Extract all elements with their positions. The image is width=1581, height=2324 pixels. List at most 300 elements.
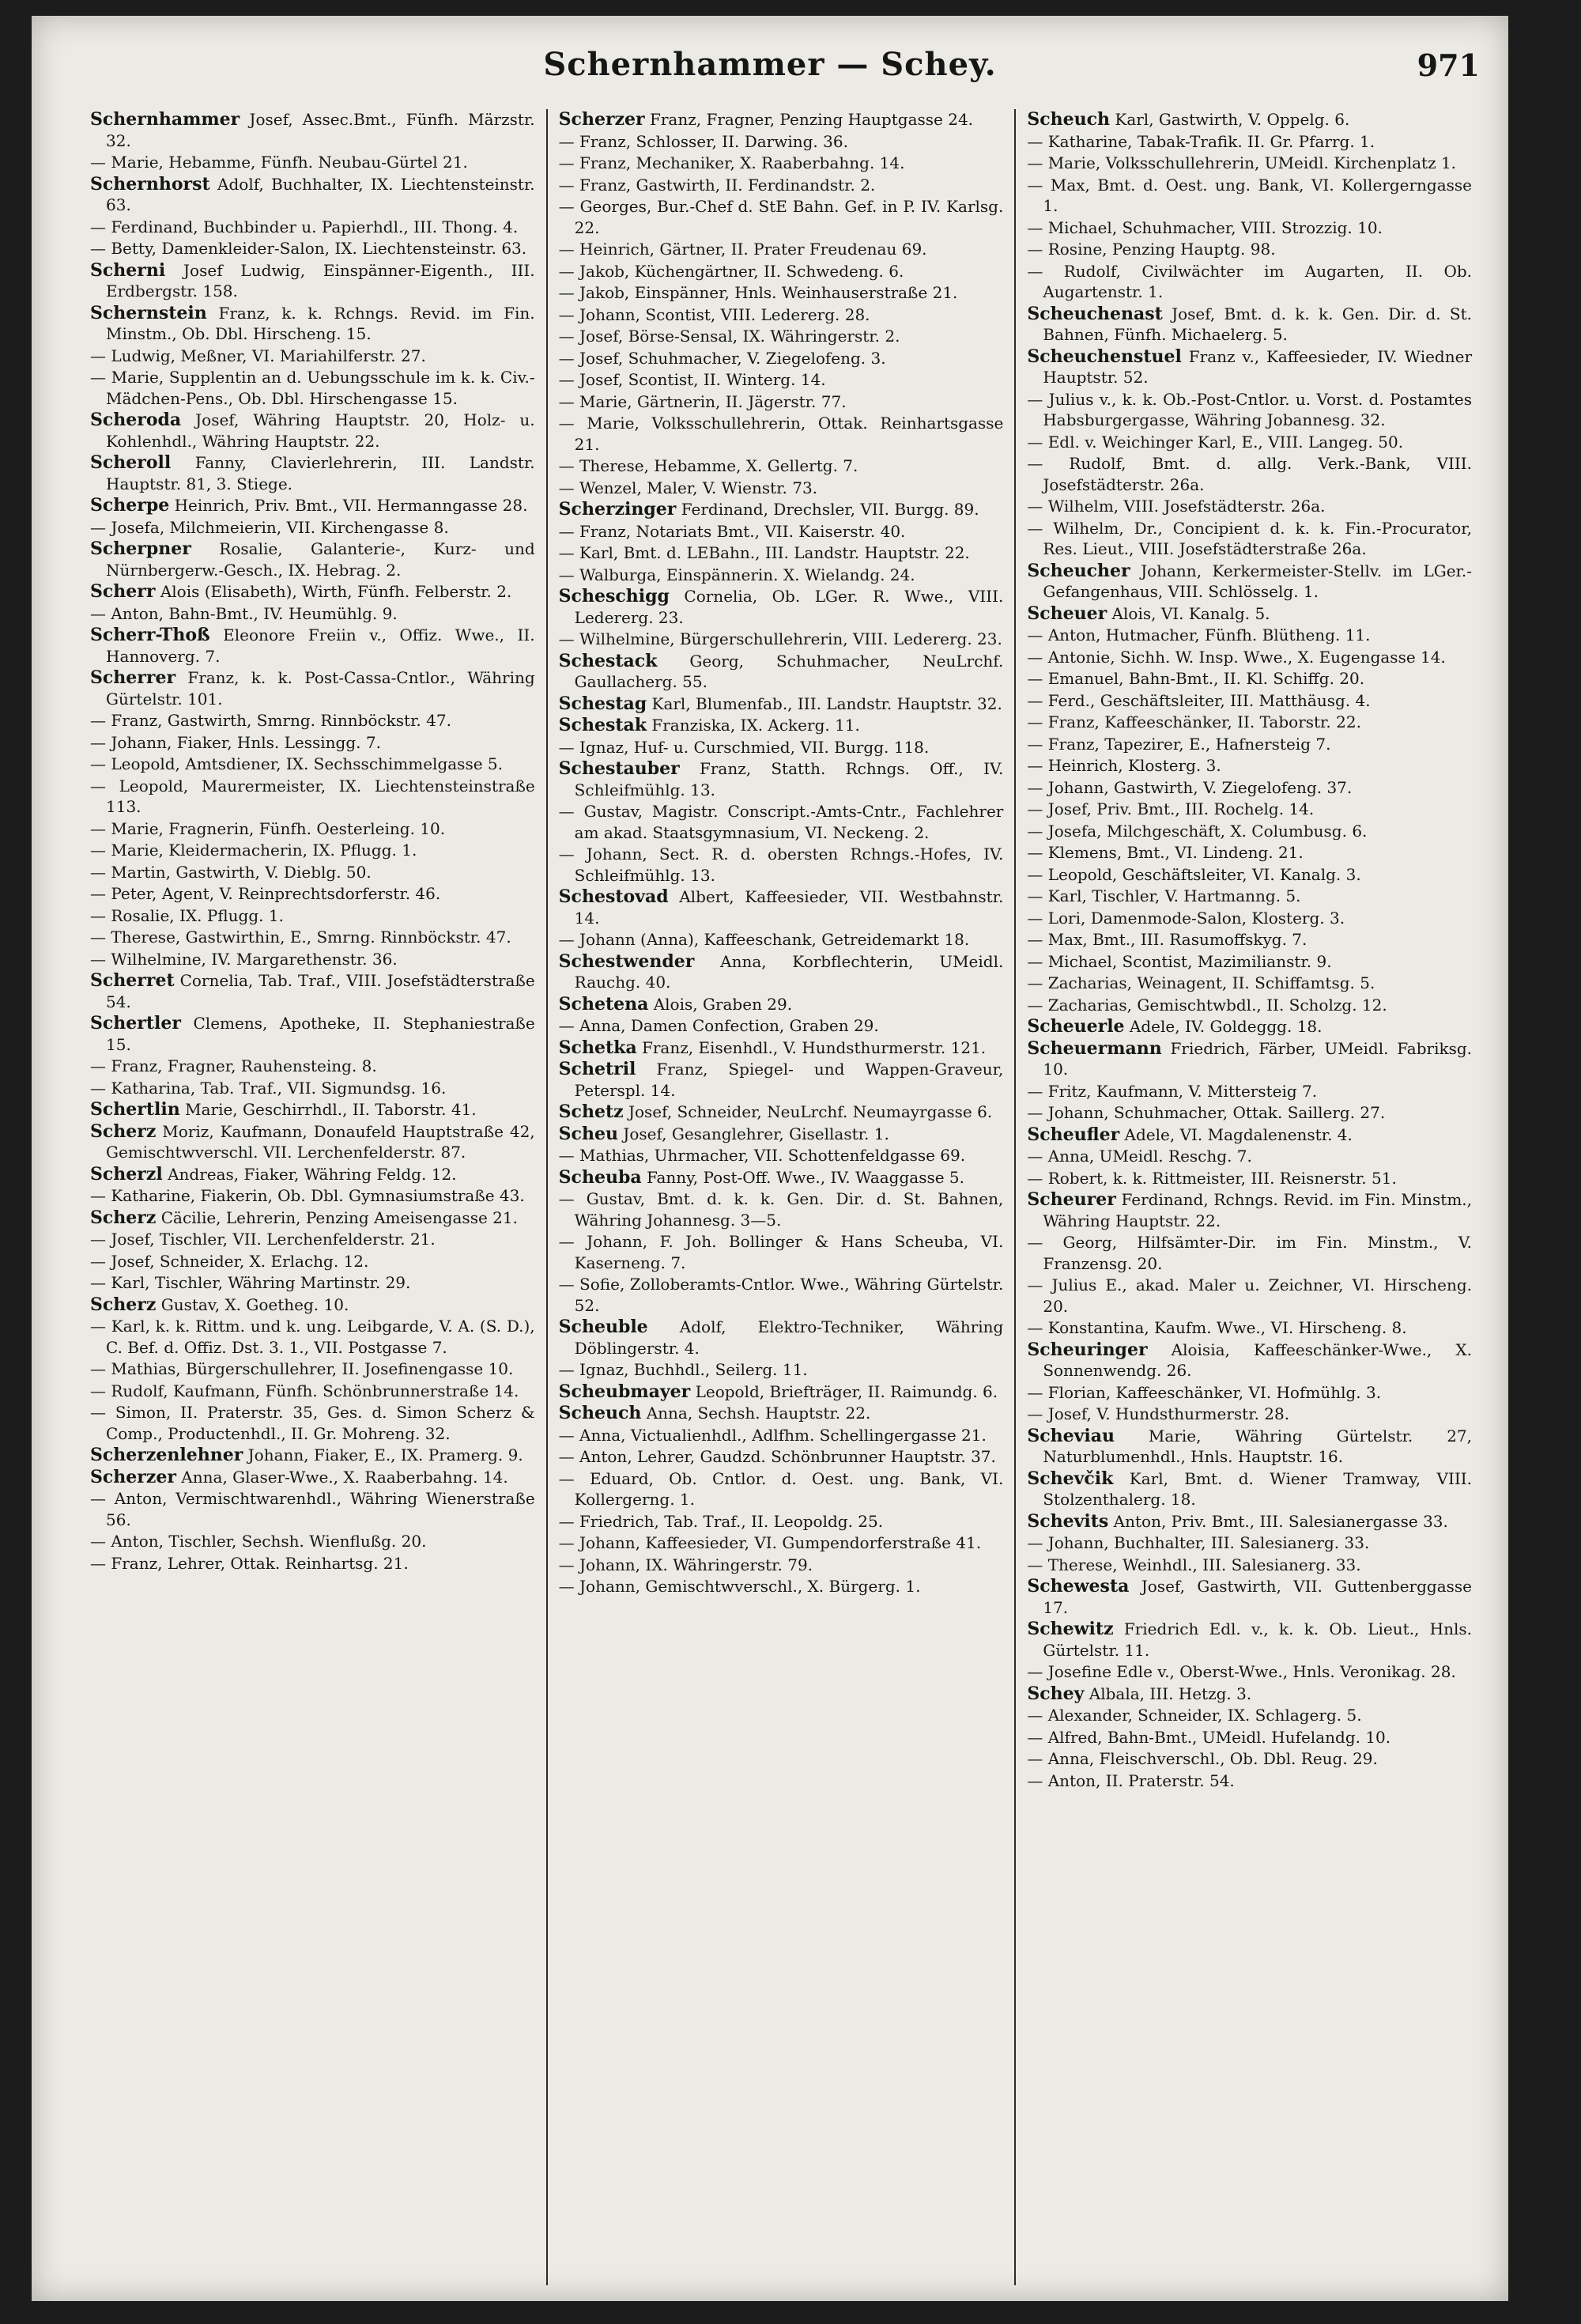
directory-entry [1027,239,1472,260]
entry-details: Josef, Assec.Bmt., Fünfh. Märzstr. 32. [106,110,535,150]
directory-entry [559,715,1004,736]
entry-details: — Max, Bmt. d. Oest. ung. Bank, VI. Kollergerngasse 1. [1027,175,1473,215]
entry-details: Josef, Währing Hauptstr. 20, Holz- u. Kohlenhdl., Währing Hauptstr. 22. [106,410,535,451]
directory-entry [90,949,535,970]
directory-entry [1027,929,1472,950]
entry-details: Karl, Bmt. d. Wiener Tramway, VIII. Stolzenthalerg. 18. [1043,1468,1473,1509]
entry-details: — Georges, Bur.-Chef d. StE Bahn. Gef. in P. IV. Karlsg. 22. [558,197,1004,237]
entry-surname: Schewesta [1027,1576,1130,1597]
directory-entry [90,1078,535,1099]
entry-details: Albala, III. Hetzg. 3. [1084,1683,1252,1703]
entry-details: Franz v., Kaffeesieder, IV. Wiedner Hauptstr. 52. [1043,346,1473,387]
entry-surname: Scheu [558,1123,618,1144]
directory-entry [1027,1232,1472,1274]
entry-surname: Schetena [558,993,649,1015]
entry-details: — Gustav, Bmt. d. k. k. Gen. Dir. d. St. Bahnen, Währing Johannesg. 3—5. [558,1189,1004,1230]
entry-details: — Franz, Tapezirer, E., Hafnersteig 7. [1027,734,1331,754]
directory-entry [559,1511,1004,1532]
entry-details: — Anna, Damen Confection, Graben 29. [558,1016,879,1035]
directory-entry [559,1532,1004,1554]
directory-entry [559,499,1004,520]
directory-entry [559,1381,1004,1403]
directory-entry [1027,175,1472,217]
entry-details: Adele, IV. Goldeggg. 18. [1124,1017,1323,1036]
directory-entry [90,238,535,259]
entry-details: — Josef, Schuhmacher, V. Ziegelofeng. 3. [558,348,886,368]
directory-entry [90,970,535,1012]
directory-entry [559,1317,1004,1359]
entry-details: — Rosine, Penzing Hauptg. 98. [1027,240,1276,259]
entry-details: — Michael, Schuhmacher, VIII. Strozzig. 10. [1027,217,1383,237]
directory-entry [1027,346,1472,388]
entry-details: — Karl, Tischler, V. Hartmanng. 5. [1027,886,1301,905]
entry-surname: Scheuerle [1027,1016,1125,1037]
directory-entry [1027,1426,1472,1468]
entry-details: — Josef, Schneider, X. Erlachg. 12. [90,1251,369,1271]
entry-details: — Johann, Fiaker, Hnls. Lessingg. 7. [90,732,381,752]
entry-surname: Scheuble [558,1317,648,1337]
entry-details: — Karl, Tischler, Währing Martinstr. 29. [90,1273,411,1292]
page-header [32,16,1508,103]
entry-details: — Katharina, Tab. Traf., VII. Sigmundsg. 16. [90,1078,447,1098]
directory-entry [559,1231,1004,1273]
entry-surname: Schetril [558,1059,636,1079]
entry-details: Rosalie, Galanterie-, Kurz- und Nürnbergerw.-Gesch., IX. Hebrag. 2. [106,539,535,580]
entry-surname: Scherni [90,259,166,281]
directory-entry [559,1188,1004,1230]
entry-details: — Franz, Kaffeeschänker, II. Taborstr. 22. [1027,712,1361,731]
entry-details: Karl, Blumenfab., III. Landstr. Hauptstr. 32. [647,693,1002,713]
directory-entry [559,929,1004,950]
directory-entry [90,1316,535,1358]
entry-details: — Zacharias, Gemischtwbdl., II. Scholzg. 12. [1027,995,1387,1015]
entry-details: — Franz, Fragner, Rauhensteing. 8. [90,1056,377,1075]
entry-details: Alois, VI. Kanalg. 5. [1107,603,1270,623]
entry-details: — Peter, Agent, V. Reinprechtsdorferstr. 46. [90,884,441,903]
entry-details: Cäcilie, Lehrerin, Penzing Ameisengasse 21. [156,1207,518,1227]
directory-entry [1027,951,1472,973]
directory-entry [1027,1189,1472,1231]
directory-entry [90,109,535,151]
entry-surname: Scherzer [558,109,645,130]
entry-details: — Alexander, Schneider, IX. Schlagerg. 5. [1027,1706,1362,1725]
entry-details: — Martin, Gastwirth, V. Dieblg. 50. [90,862,372,882]
directory-entry [90,1294,535,1316]
entry-details: — Johann, Kaffeesieder, VI. Gumpendorferstraße 41. [558,1533,982,1552]
entry-details: Johann, Kerkermeister-Stellv. im LGer.-Gefangenhaus, VIII. Schlösselg. 1. [1043,561,1473,601]
running-head: Schernhammer — Schey. [543,46,997,83]
directory-entry [90,883,535,905]
entry-surname: Schevčik [1027,1468,1114,1489]
directory-entry [1027,755,1472,777]
entry-details: — Johann, Sect. R. d. obersten Rchngs.-Hofes, IV. Schleifmühlg. 13. [558,845,1004,885]
entry-details: Josef, Gesanglehrer, Gisellastr. 1. [617,1124,889,1143]
entry-details: — Josefa, Milchmeierin, VII. Kirchengasse 8. [90,517,449,537]
entry-details: — Ferdinand, Buchbinder u. Papierhdl., III. Thong. 4. [90,217,519,236]
entry-surname: Schewitz [1027,1619,1114,1639]
entry-details: — Mathias, Uhrmacher, VII. Schottenfeldgasse 69. [558,1146,966,1165]
directory-entry [559,651,1004,693]
directory-entry [559,131,1004,153]
directory-entry [1027,1124,1472,1146]
entry-details: Anton, Priv. Bmt., III. Salesianergasse 33. [1108,1511,1448,1531]
entry-details: Clemens, Apotheke, II. Stephaniestraße 15. [106,1014,535,1054]
entry-details: Moriz, Kaufmann, Donaufeld Hauptstraße 42, Gemischtwverschl. VII. Lerchenfelderstr. 87. [106,1121,535,1162]
entry-details: — Zacharias, Weinagent, II. Schiffamtsg. 5. [1027,973,1375,992]
entry-details: — Josefa, Milchgeschäft, X. Columbusg. 6. [1027,821,1368,841]
directory-entry [90,452,535,494]
directory-entry [1027,217,1472,239]
directory-entry [90,1402,535,1444]
entry-details: — Betty, Damenkleider-Salon, IX. Liechtensteinstr. 63. [90,239,527,258]
entry-surname: Scheufler [1027,1124,1120,1145]
entry-surname: Scheschigg [558,586,670,607]
directory-entry [90,174,535,216]
directory-entry [559,1102,1004,1123]
entry-details: — Wilhelmine, IV. Margarethenstr. 36. [90,949,398,969]
entry-surname: Scherz [90,1207,157,1228]
entry-surname: Scheroll [90,452,172,473]
directory-entry [90,581,535,603]
directory-entry [90,260,535,302]
directory-entry [90,152,535,173]
directory-entry [1027,1555,1472,1576]
directory-entry [559,1576,1004,1597]
entry-details: — Rosalie, IX. Pflugg. 1. [90,905,284,925]
directory-entry [1027,432,1472,453]
directory-entry [559,629,1004,650]
directory-entry [559,542,1004,564]
directory-entry [559,175,1004,196]
directory-entry [90,1229,535,1250]
column-3 [1016,109,1483,2285]
entry-details: — Emanuel, Bahn-Bmt., II. Kl. Schiffg. 20. [1027,669,1365,688]
directory-entry [559,1446,1004,1468]
entry-details: — Johann (Anna), Kaffeeschank, Getreidemarkt 18. [558,930,970,949]
entry-surname: Schestovad [558,886,669,907]
entry-details: Anna, Korbflechterin, UMeidl. Rauchg. 40. [574,951,1004,992]
entry-surname: Scherzl [90,1163,163,1185]
entry-details: Adele, VI. Magdalenenstr. 4. [1119,1124,1353,1144]
entry-surname: Schestak [558,715,647,735]
entry-details: — Marie, Gärtnerin, II. Jägerstr. 77. [558,391,847,411]
directory-entry [90,625,535,667]
directory-entry [1027,995,1472,1016]
directory-entry [559,1425,1004,1446]
directory-entry [1027,690,1472,712]
entry-details: Fanny, Clavierlehrerin, III. Landstr. Hauptstr. 81, 3. Stiege. [106,453,535,493]
directory-entry [559,844,1004,886]
entry-details: — Gustav, Magistr. Conscript.-Amts-Cntr., Fachlehrer am akad. Staatsgymnasium, VI. Neckeng. 2. [558,802,1004,842]
directory-entry [1027,1382,1472,1404]
entry-surname: Schertlin [90,1099,180,1120]
entry-details: Georg, Schuhmacher, NeuLrchf. Gaullacherg. 55. [574,651,1004,691]
directory-entry [90,927,535,948]
directory-entry [90,754,535,775]
entry-details: — Marie, Volksschullehrerin, UMeidl. Kirchenplatz 1. [1027,153,1457,172]
entry-details: Adolf, Elektro-Techniker, Währing Döblingerstr. 4. [574,1317,1004,1358]
directory-entry [90,495,535,516]
entry-details: — Therese, Gastwirthin, E., Smrng. Rinnböckstr. 47. [90,928,511,947]
directory-entry [1027,109,1472,130]
directory-entry [1027,1317,1472,1339]
entry-details: — Josef, Tischler, VII. Lerchenfelderstr. 21. [90,1230,436,1249]
directory-entry [90,732,535,754]
entry-surname: Scheurer [1027,1189,1116,1210]
directory-entry [1027,1038,1472,1080]
entry-details: Franz, Statth. Rchngs. Off., IV. Schleifmühlg. 13. [574,759,1004,799]
directory-entry [1027,518,1472,560]
directory-entry [559,693,1004,715]
directory-entry [90,1121,535,1163]
directory-entry [1027,1532,1472,1554]
entry-details: — Leopold, Amtsdiener, IX. Sechsschimmelgasse 5. [90,754,503,773]
directory-entry [90,367,535,409]
entry-details: — Heinrich, Gärtner, II. Prater Freudenau 69. [558,240,927,259]
entry-details: Anna, Sechsh. Hauptstr. 22. [641,1404,871,1423]
directory-entry [1027,153,1472,174]
directory-entry [1027,1770,1472,1792]
directory-entry [1027,1705,1472,1726]
entry-details: — Robert, k. k. Rittmeister, III. Reisnerstr. 51. [1027,1168,1397,1188]
entry-details: — Josefine Edle v., Oberst-Wwe., Hnls. Veronikag. 28. [1027,1662,1456,1681]
entry-surname: Scherz [90,1294,157,1315]
entry-details: — Alfred, Bahn-Bmt., UMeidl. Hufelandg. 10. [1027,1727,1391,1747]
entry-details: Ferdinand, Rchngs. Revid. im Fin. Minstm., Währing Hauptstr. 22. [1043,1190,1473,1230]
entry-details: — Michael, Scontist, Mazimilianstr. 9. [1027,951,1332,971]
entry-details: — Wilhelm, VIII. Josefstädterstr. 26a. [1027,497,1326,516]
directory-entry [1027,1511,1472,1532]
entry-details: — Georg, Hilfsämter-Dir. im Fin. Minstm., V. Franzensg. 20. [1027,1233,1473,1273]
entry-details: Franz, Fragner, Penzing Hauptgasse 24. [644,110,974,129]
directory-entry [90,905,535,927]
entry-details: — Franz, Notariats Bmt., VII. Kaiserstr. 40. [558,521,906,541]
directory-entry [1027,864,1472,886]
column-1 [79,109,548,2285]
entry-details: — Max, Bmt., III. Rasumoffskyg. 7. [1027,930,1307,949]
entry-details: — Rudolf, Civilwächter im Augarten, II. Ob. Augartenstr. 1. [1027,261,1473,301]
entry-details: Cornelia, Tab. Traf., VIII. Josefstädterstraße 54. [106,971,535,1011]
entry-surname: Schetz [558,1102,624,1122]
directory-entry [90,1099,535,1120]
entry-surname: Scheuchenstuel [1027,346,1182,367]
entry-details: Alois, Graben 29. [648,994,793,1014]
directory-entry [1027,1619,1472,1661]
entry-details: Franz, k. k. Rchngs. Revid. im Fin. Minstm., Ob. Dbl. Hirscheng. 15. [106,303,535,343]
directory-entry [1027,625,1472,646]
directory-entry [559,261,1004,282]
entry-details: — Florian, Kaffeeschänker, VI. Hofmühlg. 3. [1027,1382,1382,1402]
directory-entry [559,1359,1004,1381]
directory-entry [1027,496,1472,517]
directory-entry [90,217,535,238]
directory-entry [90,517,535,538]
directory-entry [90,1553,535,1574]
directory-entry [559,239,1004,260]
column-2 [548,109,1017,2285]
entry-details: — Simon, II. Praterstr. 35, Ges. d. Simon Scherz & Comp., Productenhdl., II. Gr. Mohreng. 32. [90,1403,535,1443]
entry-surname: Scherpner [90,538,191,559]
directory-entry [90,1488,535,1530]
directory-entry [559,1015,1004,1037]
entry-details: Josef, Gastwirth, VII. Guttenberggasse 17. [1043,1577,1473,1617]
directory-entry [1027,603,1472,625]
directory-entry [90,1467,535,1488]
entry-details: Marie, Währing Gürtelstr. 27, Naturblumenhdl., Hnls. Hauptstr. 16. [1043,1426,1473,1466]
entry-surname: Schernstein [90,302,207,323]
entry-details: — Antonie, Sichh. W. Insp. Wwe., X. Eugengasse 14. [1027,647,1446,667]
entry-details: Friedrich Edl. v., k. k. Ob. Lieut., Hnls. Gürtelstr. 11. [1043,1619,1473,1660]
entry-details: Josef Ludwig, Einspänner-Eigenth., III. Erdbergstr. 158. [106,260,535,300]
entry-details: Franziska, IX. Ackerg. 11. [647,716,860,735]
entry-surname: Scherrer [90,667,176,688]
entry-details: — Johann, Scontist, VIII. Ledererg. 28. [558,304,870,324]
entry-surname: Scheuer [1027,603,1107,624]
directory-entry [90,538,535,580]
entry-details: — Konstantina, Kaufm. Wwe., VI. Hirscheng. 8. [1027,1318,1407,1337]
directory-entry [1027,668,1472,690]
directory-entry [1027,1146,1472,1167]
entry-surname: Schevits [1027,1510,1109,1532]
entry-surname: Scheubmayer [558,1381,691,1402]
directory-entry [1027,821,1472,842]
entry-details: — Marie, Fragnerin, Fünfh. Oesterleing. 10. [90,818,446,838]
entry-details: — Johann, IX. Währingerstr. 79. [558,1555,813,1574]
directory-entry [1027,561,1472,603]
entry-details: — Anton, Bahn-Bmt., IV. Heumühlg. 9. [90,603,398,623]
entry-surname: Scheuch [558,1403,642,1423]
entry-surname: Scheuringer [1027,1339,1148,1360]
directory-entry [1027,131,1472,153]
entry-surname: Schernhorst [90,173,210,195]
entry-details: — Franz, Lehrer, Ottak. Reinhartsg. 21. [90,1553,409,1573]
entry-surname: Schetka [558,1037,637,1058]
entry-details: — Anton, Tischler, Sechsh. Wienflußg. 20. [90,1532,427,1551]
entry-details: — Karl, k. k. Rittm. und k. ung. Leibgarde, V. A. (S. D.), C. Bef. d. Offiz. Dst. 3. 1., VII. Postgasse 7. [90,1317,535,1357]
entry-surname: Scheuchenast [1027,303,1163,324]
directory-entry [1027,389,1472,431]
directory-entry [90,1164,535,1185]
entry-surname: Scherzer [90,1466,176,1487]
directory-entry [90,710,535,731]
entry-surname: Schernhammer [90,109,240,130]
entry-details: — Ferd., Geschäftsleiter, III. Matthäusg. 4. [1027,690,1371,710]
directory-entry [90,1013,535,1055]
entry-surname: Scherpe [90,495,170,516]
directory-entry [90,603,535,625]
entry-details: — Therese, Weinhdl., III. Salesianerg. 33. [1027,1555,1361,1574]
directory-entry [559,413,1004,455]
entry-surname: Scheuch [1027,109,1111,130]
entry-details: — Wilhelmine, Bürgerschullehrerin, VIII. Ledererg. 23. [558,629,1002,648]
directory-entry [90,1381,535,1402]
directory-entry [559,886,1004,928]
entry-details: — Marie, Kleidermacherin, IX. Pflugg. 1. [90,841,417,860]
entry-details: — Lori, Damenmode-Salon, Klosterg. 3. [1027,908,1345,928]
directory-entry [559,282,1004,304]
directory-entry [1027,1275,1472,1317]
entry-surname: Scherr [90,581,156,602]
directory-entry [90,410,535,452]
directory-entry [1027,1727,1472,1748]
directory-entry [90,1445,535,1466]
entry-surname: Schestauber [558,758,680,779]
entry-details: Heinrich, Priv. Bmt., VII. Hermanngasse 28. [169,496,528,515]
directory-entry [90,1207,535,1229]
entry-surname: Scheviau [1027,1425,1115,1446]
directory-entry [559,455,1004,477]
entry-details: — Therese, Hebamme, X. Gellertg. 7. [558,456,858,475]
entry-details: Karl, Gastwirth, V. Oppelg. 6. [1110,110,1350,129]
entry-details: — Julius v., k. k. Ob.-Post-Cntlor. u. Vorst. d. Postamtes Habsburgergasse, Währing Jobannesg. 32. [1027,389,1473,429]
entry-surname: Schestag [558,693,647,714]
entry-details: — Ignaz, Huf- u. Curschmied, VII. Burgg. 118. [558,737,930,757]
entry-details: Josef, Schneider, NeuLrchf. Neumayrgasse 6. [623,1102,993,1121]
entry-details: — Anton, Hutmacher, Fünfh. Blütheng. 11. [1027,625,1371,644]
directory-columns [79,109,1483,2285]
directory-entry [1027,842,1472,863]
entry-details: Friedrich, Färber, UMeidl. Fabriksg. 10. [1043,1038,1473,1079]
directory-entry [559,994,1004,1015]
entry-details: — Josef, V. Hundsthurmerstr. 28. [1027,1404,1290,1423]
entry-surname: Schestwender [558,950,695,972]
directory-entry [1027,1661,1472,1683]
directory-entry [1027,304,1472,346]
entry-details: — Anna, UMeidl. Reschg. 7. [1027,1147,1252,1166]
directory-entry [559,348,1004,369]
entry-details: — Leopold, Geschäftsleiter, VI. Kanalg. 3. [1027,864,1361,884]
directory-entry [1027,261,1472,303]
entry-details: — Anna, Fleischverschl., Ob. Dbl. Reug. 29. [1027,1749,1378,1768]
entry-details: — Johann, Buchhalter, III. Salesianerg. 33. [1027,1533,1370,1552]
entry-details: — Marie, Supplentin an d. Uebungsschule im k. k. Civ.-Mädchen-Pens., Ob. Dbl. Hirschengasse 15. [90,368,535,408]
directory-entry [559,1059,1004,1101]
entry-surname: Scherzinger [558,499,677,520]
entry-details: Ferdinand, Drechsler, VII. Burgg. 89. [676,500,979,519]
directory-entry [90,776,535,818]
entry-details: — Anna, Victualienhdl., Adlfhm. Schellingergasse 21. [558,1425,987,1445]
entry-details: — Edl. v. Weichinger Karl, E., VIII. Langeg. 50. [1027,432,1404,452]
directory-entry [90,1185,535,1207]
directory-entry [559,565,1004,586]
entry-details: — Julius E., akad. Maler u. Zeichner, VI. Hirscheng. 20. [1027,1275,1473,1316]
entry-details: — Anton, II. Praterstr. 54. [1027,1770,1235,1790]
entry-details: — Jakob, Einspänner, Hnls. Weinhauserstraße 21. [558,283,958,302]
entry-details: — Fritz, Kaufmann, V. Mittersteig 7. [1027,1081,1318,1101]
directory-entry [90,1359,535,1380]
directory-entry [1027,1468,1472,1510]
entry-details: Johann, Fiaker, E., IX. Pramerg. 9. [243,1445,523,1464]
directory-entry [1027,886,1472,907]
directory-entry [559,801,1004,843]
entry-surname: Schertler [90,1013,181,1034]
page-number: 971 [1417,47,1480,83]
directory-entry [1027,1340,1472,1381]
directory-entry [90,303,535,345]
directory-entry [1027,777,1472,799]
directory-entry [90,840,535,861]
directory-entry [559,326,1004,347]
directory-entry [90,1272,535,1294]
directory-entry [1027,734,1472,755]
directory-entry [1027,973,1472,994]
directory-entry [1027,1683,1472,1705]
entry-details: — Leopold, Maurermeister, IX. Liechtensteinstraße 113. [90,776,535,816]
entry-details: — Rudolf, Kaufmann, Fünfh. Schönbrunnerstraße 14. [90,1381,519,1400]
entry-surname: Scheucher [1027,560,1130,581]
entry-details: Franz, Eisenhdl., V. Hundsthurmerstr. 121. [636,1037,987,1057]
directory-entry [559,1555,1004,1576]
